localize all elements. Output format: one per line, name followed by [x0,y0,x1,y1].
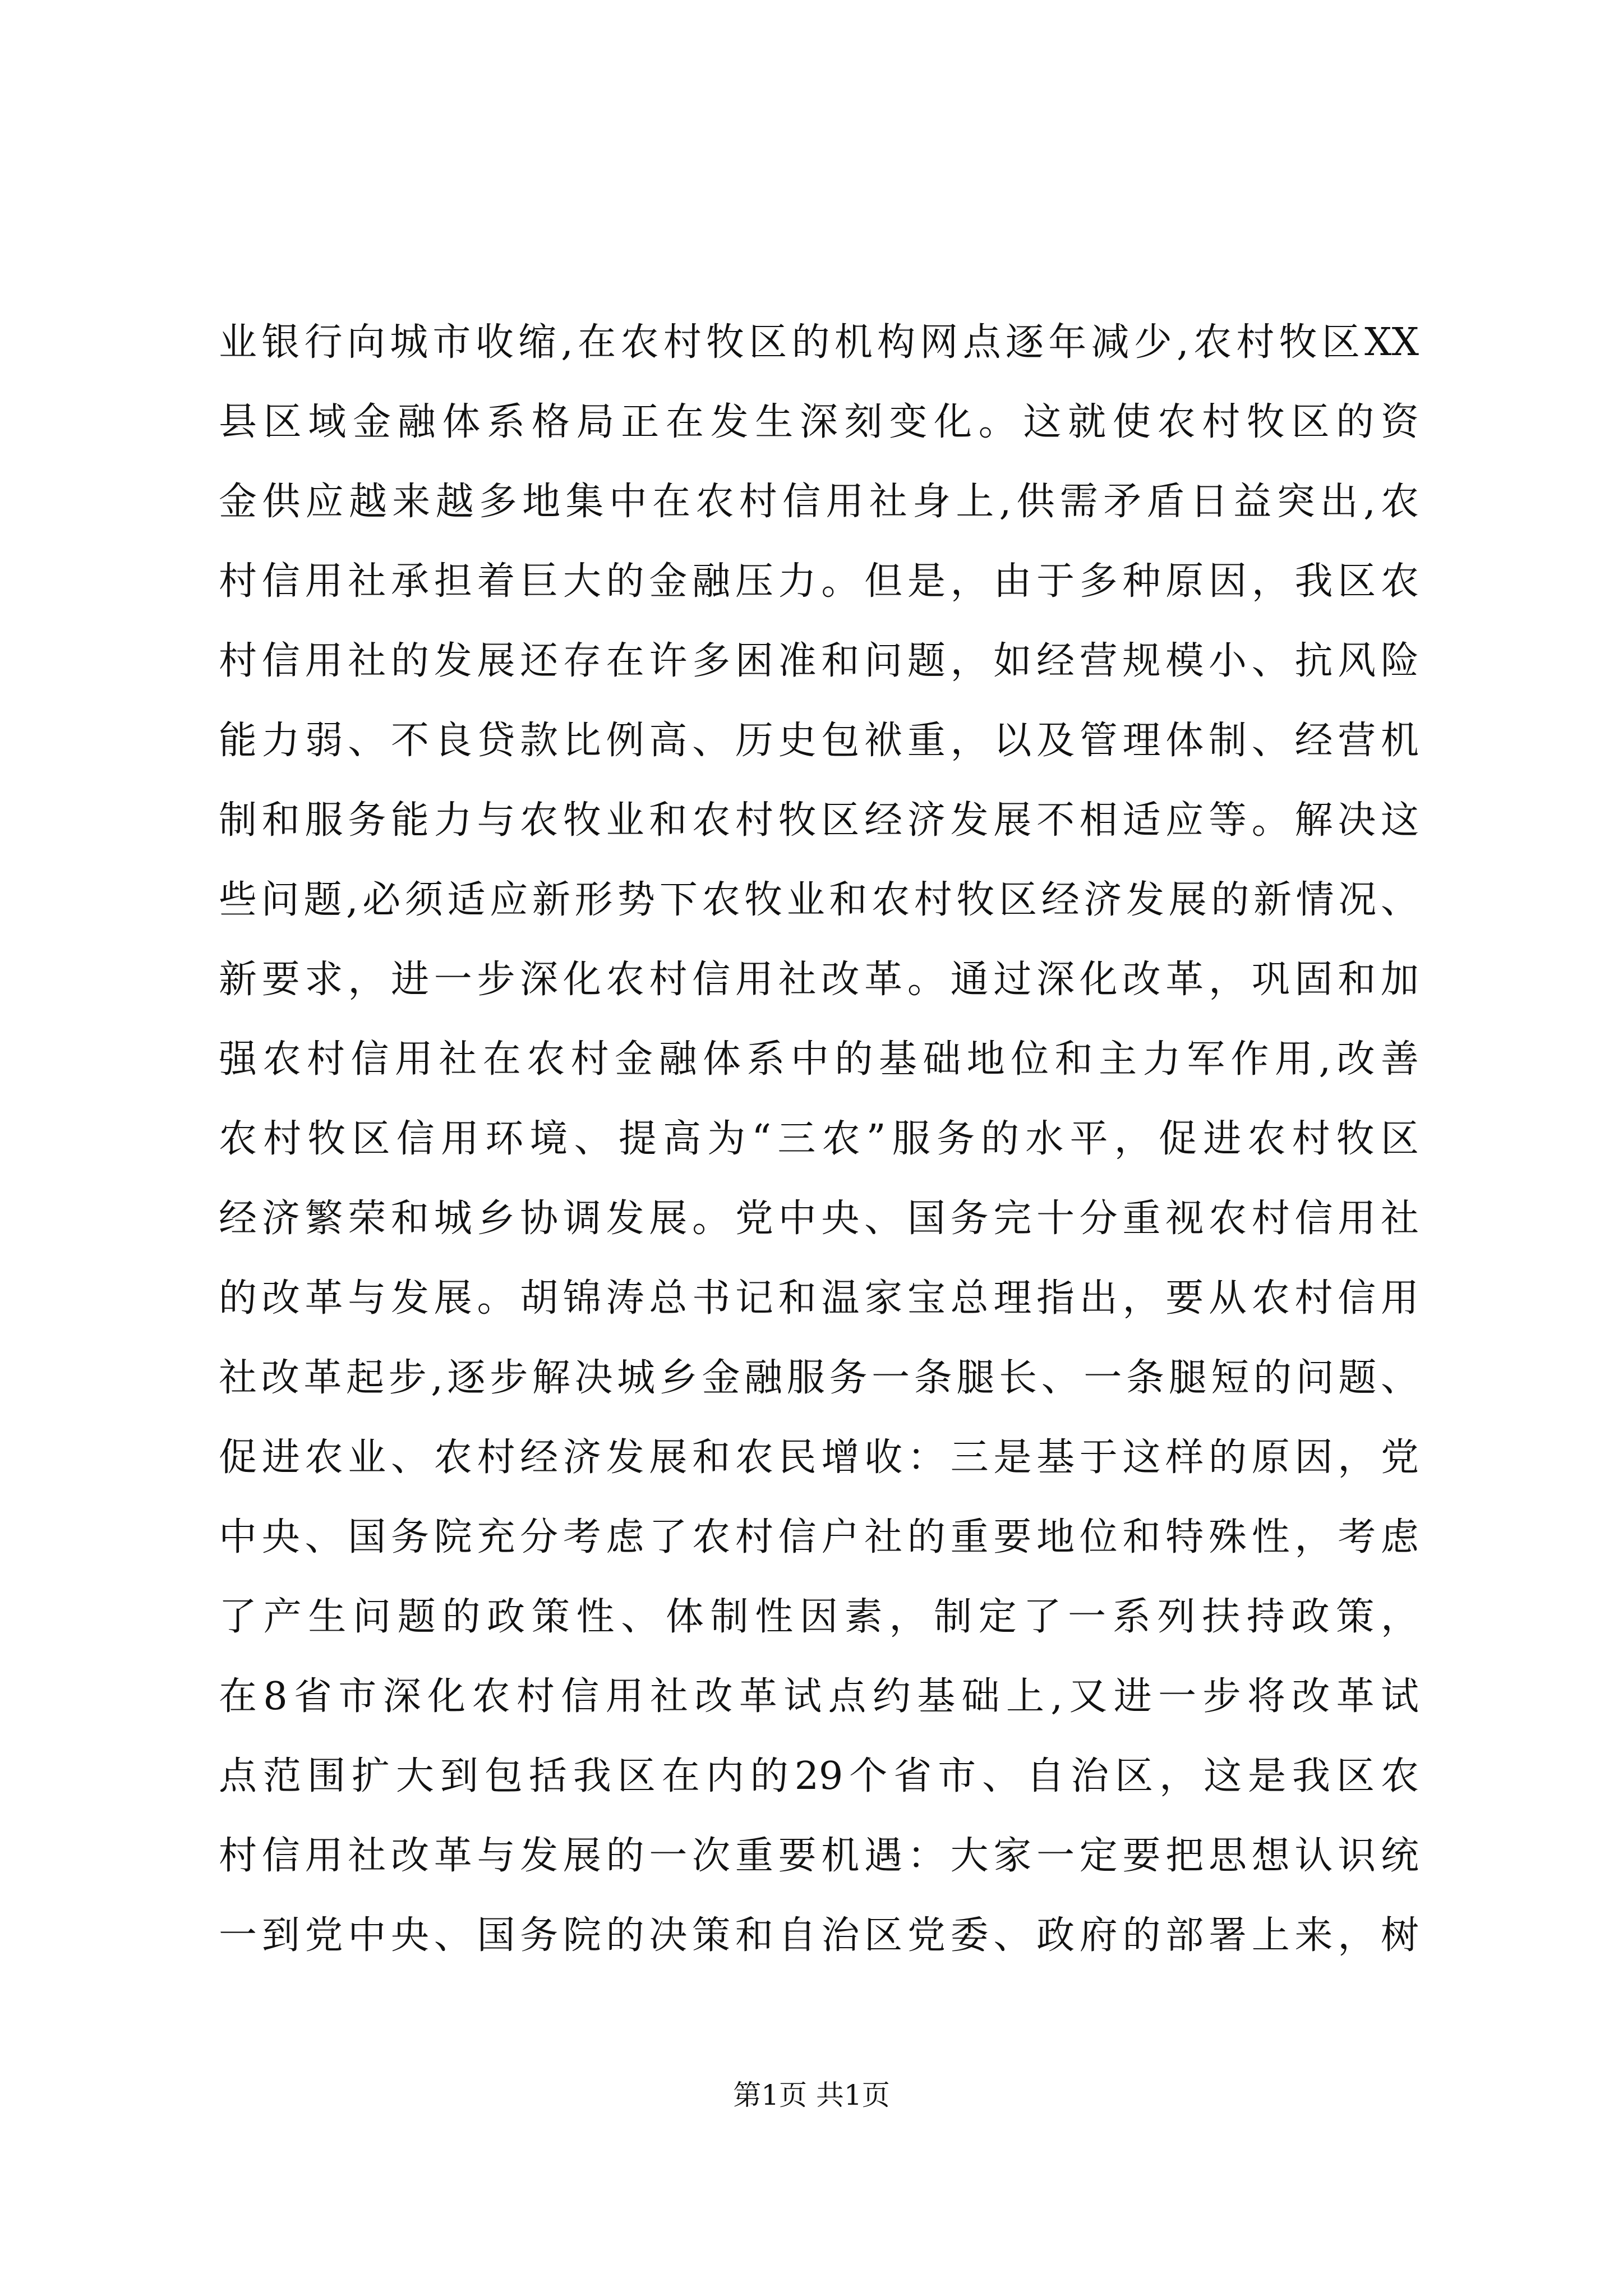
body-text [219,303,1419,1976]
text-line: 县区域金融体系格局正在发生深刻变化。这就使农村牧区的资 [219,400,1419,444]
page-number-label: 第1页 共1页 [733,2079,890,2111]
text-line: 业银行向城市收缩,在农村牧区的机构网点逐年减少,农村牧区XX [219,320,1419,365]
text-line: 的改革与发展。胡锦涛总书记和温家宝总理指出，要从农村信用 [219,1276,1419,1320]
text-line: 点范围扩大到包括我区在内的29个省市、自治区，这是我区农 [219,1754,1419,1798]
text-line: 村信用社承担着巨大的金融压力。但是，由于多种原因，我区农 [219,559,1419,604]
text-line: 促进农业、农村经济发展和农民增收：三是基于这样的原因，党 [219,1435,1419,1480]
text-line: 制和服务能力与农牧业和农村牧区经济发展不相适应等。解决这 [219,798,1419,843]
text-line: 强农村信用社在农村金融体系中的基础地位和主力军作用,改善 [219,1037,1419,1082]
text-line: 金供应越来越多地集中在农村信用社身上,供需矛盾日益突出,农 [219,480,1419,524]
text-line: 农村牧区信用环境、提高为“三农”服务的水平，促进农村牧区 [219,1117,1419,1161]
text-line: 了产生问题的政策性、体制性因素，制定了一系列扶持政策， [219,1595,1419,1639]
text-line: 社改革起步,逐步解决城乡金融服务一条腿长、一条腿短的问题、 [219,1356,1419,1400]
text-line: 能力弱、不良贷款比例高、历史包袱重，以及管理体制、经营机 [219,719,1419,763]
text-line: 经济繁荣和城乡协调发展。党中央、国务完十分重视农村信用社 [219,1197,1419,1241]
text-line: 在8省市深化农村信用社改革试点约基础上,又进一步将改革试 [219,1674,1419,1719]
text-line: 新要求，进一步深化农村信用社改革。通过深化改革，巩固和加 [219,958,1419,1002]
page-footer [0,2076,1623,2115]
text-line: 村信用社的发展还存在许多困准和问题，如经营规模小、抗风险 [219,639,1419,683]
text-line: 村信用社改革与发展的一次重要机遇：大家一定要把思想认识统 [219,1834,1419,1878]
text-line: 中央、国务院充分考虑了农村信户社的重要地位和特殊性，考虑 [219,1515,1419,1559]
text-line: 一到党中央、国务院的决策和自治区党委、政府的部署上来，树 [219,1913,1419,1958]
text-line: 些问题,必须适应新形势下农牧业和农村牧区经济发展的新情况、 [219,878,1419,922]
